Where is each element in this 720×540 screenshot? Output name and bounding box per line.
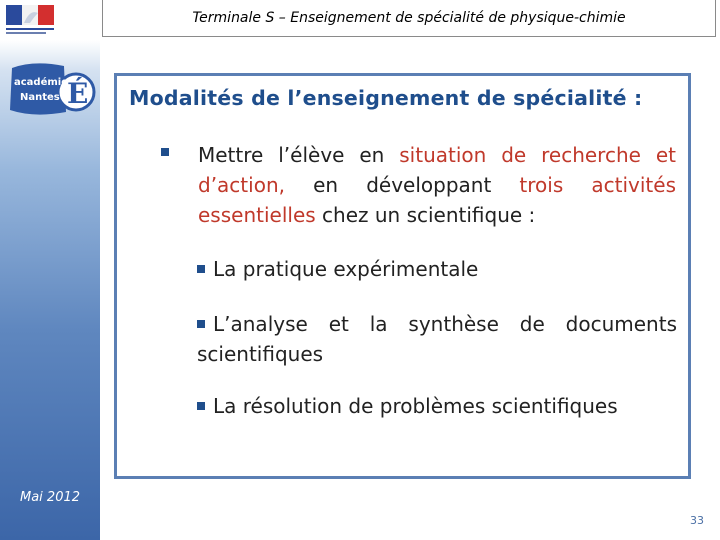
header-bar: [102, 0, 716, 37]
bullet-square-icon: [161, 148, 169, 156]
academie-nantes-logo: [4, 60, 96, 120]
sub-bullet: [197, 254, 677, 284]
main-bullet-part1: Mettre l’élève en: [198, 143, 400, 167]
academie-line1: académie: [14, 77, 68, 88]
date-label: Mai 2012: [20, 490, 81, 505]
page-number: 33: [690, 514, 704, 527]
main-bullet-part2: en développant: [284, 173, 520, 197]
bullet-square-icon: [197, 265, 205, 273]
sidebar: [0, 0, 100, 540]
academie-letter: É: [67, 77, 89, 110]
bullet-square-icon: [197, 320, 205, 328]
main-bullet: [161, 140, 676, 230]
sub-bullet: [197, 391, 677, 421]
sub-bullet: [197, 309, 677, 369]
main-bullet-highlight2: trois activités essentielles: [198, 173, 676, 227]
sub-bullet-text: La résolution de problèmes scientifiques: [213, 394, 618, 418]
republique-francaise-logo: [4, 3, 58, 36]
sub-bullet-text: La pratique expérimentale: [213, 257, 479, 281]
main-bullet-part3: chez un scientifique :: [315, 203, 536, 227]
slide-heading: Modalités de l’enseignement de spécialité :: [129, 86, 643, 110]
main-bullet-highlight1: situation de recherche et d’action,: [198, 143, 676, 197]
sub-bullet-text: L’analyse et la synthèse de documents scientifiques: [197, 312, 677, 366]
academie-line2: Nantes: [20, 92, 60, 103]
content-box: [114, 73, 691, 479]
main-bullet-text: [198, 140, 676, 230]
header-title: Terminale S – Enseignement de spécialité de physique-chimie: [192, 10, 626, 26]
bullet-square-icon: [197, 402, 205, 410]
